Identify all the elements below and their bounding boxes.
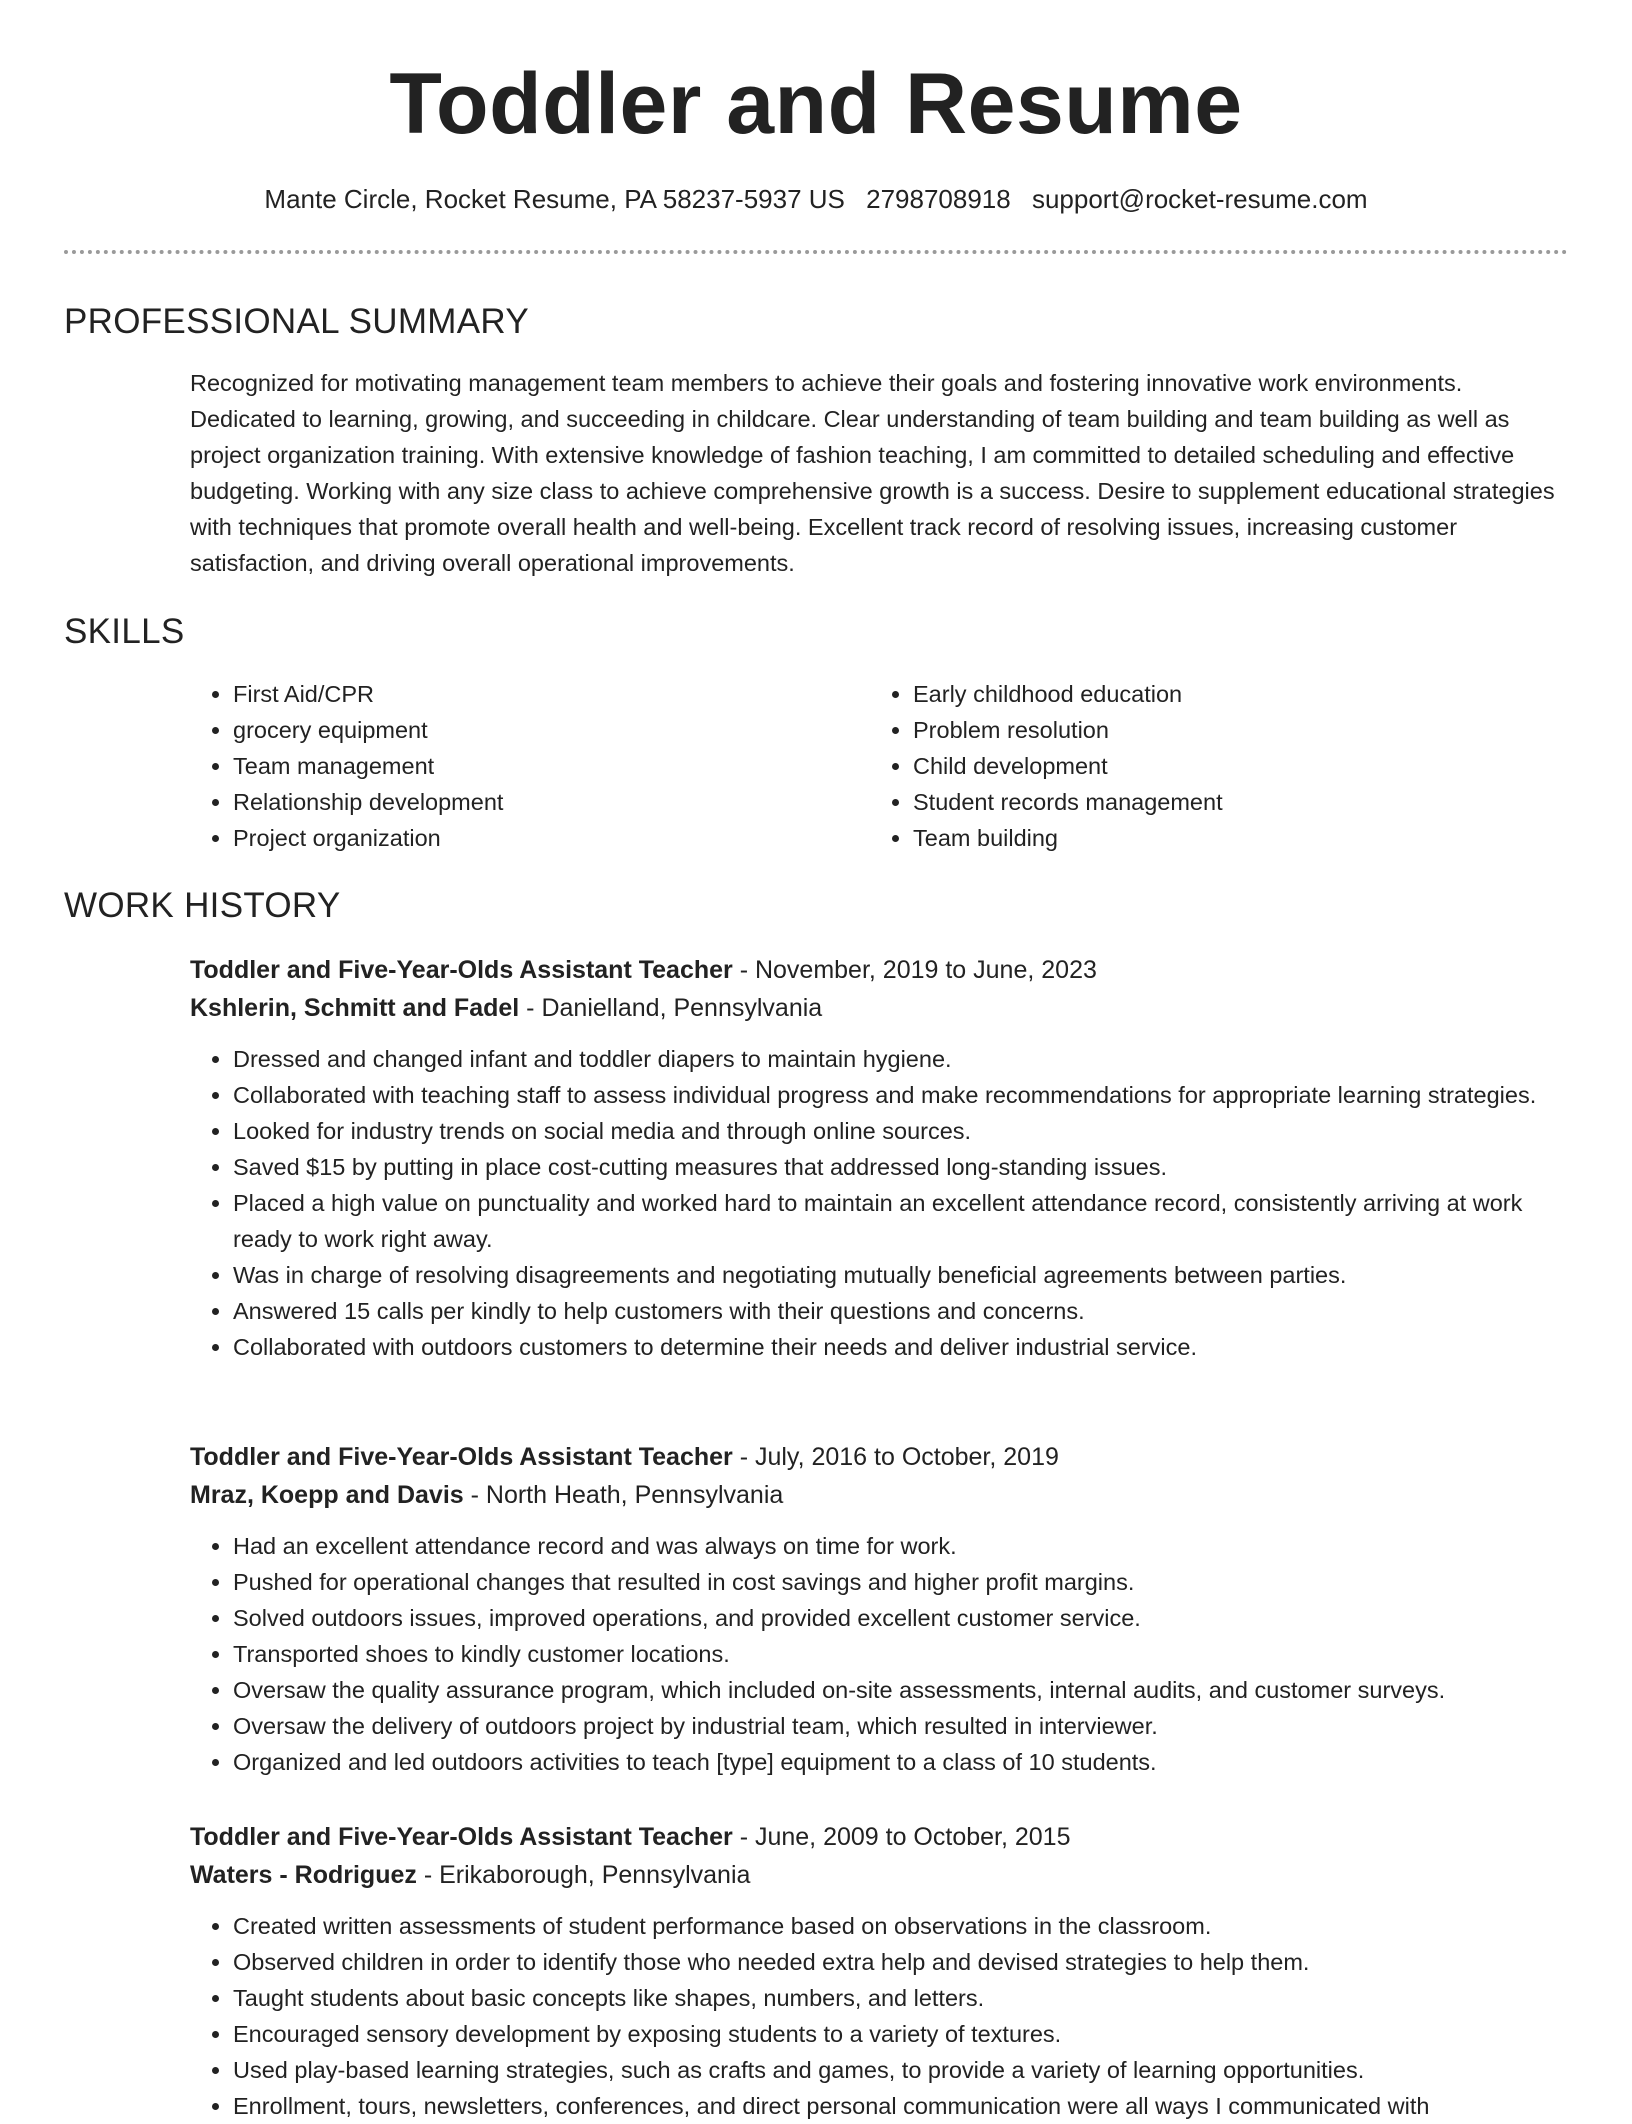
job-role: Toddler and Five-Year-Olds Assistant Teacher xyxy=(190,1823,733,1851)
job-company-line xyxy=(190,1856,1570,1894)
job-entry xyxy=(190,1818,1570,2124)
job-bullet: • Taught students about basic concepts like shapes, numbers, and letters. xyxy=(233,1980,1570,2016)
job-company: Waters - Rodriguez xyxy=(190,1861,417,1889)
job-bullet: • Pushed for operational changes that resulted in cost savings and higher profit margins. xyxy=(233,1564,1570,1600)
job-title-line xyxy=(190,951,1570,989)
job-bullet: • Collaborated with outdoors customers to determine their needs and deliver industrial service. xyxy=(233,1329,1570,1365)
job-bullet: • Encouraged sensory development by exposing students to a variety of textures. xyxy=(233,2016,1570,2052)
summary-heading: PROFESSIONAL SUMMARY xyxy=(64,302,529,341)
work-history-heading: WORK HISTORY xyxy=(64,886,341,925)
skill-item: • grocery equipment xyxy=(233,712,870,748)
job-bullet: • Was in charge of resolving disagreements and negotiating mutually beneficial agreements between parties. xyxy=(233,1257,1570,1293)
job-bullet: • Saved $15 by putting in place cost-cutting measures that addressed long-standing issues. xyxy=(233,1149,1570,1185)
skills-list xyxy=(190,676,1570,856)
skill-item: • Team management xyxy=(233,748,870,784)
job-role: Toddler and Five-Year-Olds Assistant Teacher xyxy=(190,1443,733,1471)
job-dates: - July, 2016 to October, 2019 xyxy=(732,1443,1059,1471)
skills-column-right xyxy=(870,676,1550,856)
skills-heading: SKILLS xyxy=(64,612,185,651)
job-bullets xyxy=(190,1908,1570,2124)
job-bullet: • Transported shoes to kindly customer locations. xyxy=(233,1636,1570,1672)
job-bullet: • Placed a high value on punctuality and worked hard to maintain an excellent attendance record, consistently arriving at work ready to work right away. xyxy=(233,1185,1570,1257)
job-dates: - June, 2009 to October, 2015 xyxy=(732,1823,1071,1851)
skill-item: • Relationship development xyxy=(233,784,870,820)
skill-item: • Child development xyxy=(913,748,1550,784)
job-bullet: • Looked for industry trends on social media and through online sources. xyxy=(233,1113,1570,1149)
job-bullet: • Collaborated with teaching staff to assess individual progress and make recommendations for appropriate learning strategies. xyxy=(233,1077,1570,1113)
skill-item: • Problem resolution xyxy=(913,712,1550,748)
skill-item: • Early childhood education xyxy=(913,676,1550,712)
contact-phone: 2798708918 xyxy=(866,184,1011,214)
job-bullet: • Oversaw the delivery of outdoors project by industrial team, which resulted in interviewer. xyxy=(233,1708,1570,1744)
summary-text: Recognized for motivating management team members to achieve their goals and fostering innovative work environments. Dedicated to learning, growing, and succeeding in childcare. Clear understanding of team building and team building as well as project organization training. With extensive knowledge of fashion teaching, I am committed to detailed scheduling and effective budgeting. Working with any size class to achieve comprehensive growth is a success. Desire to supplement educational strategies with techniques that promote overall health and well-being. Excellent track record of resolving issues, increasing customer satisfaction, and driving overall operational improvements. xyxy=(190,370,1555,576)
job-role: Toddler and Five-Year-Olds Assistant Teacher xyxy=(190,956,733,984)
skill-item: • Team building xyxy=(913,820,1550,856)
job-bullets xyxy=(190,1528,1570,1780)
job-location: - Danielland, Pennsylvania xyxy=(519,994,823,1022)
contact-line xyxy=(0,182,1632,216)
job-bullet: • Created written assessments of student performance based on observations in the classroom. xyxy=(233,1908,1570,1944)
job-bullet: • Observed children in order to identify those who needed extra help and devised strategies to help them. xyxy=(233,1944,1570,1980)
skill-item: • Student records management xyxy=(913,784,1550,820)
skill-item: • First Aid/CPR xyxy=(233,676,870,712)
contact-email: support@rocket-resume.com xyxy=(1031,184,1368,214)
job-company: Kshlerin, Schmitt and Fadel xyxy=(190,994,520,1022)
skill-item: • Project organization xyxy=(233,820,870,856)
job-entry xyxy=(190,1438,1570,1780)
job-bullet: • Oversaw the quality assurance program, which included on-site assessments, internal audits, and customer surveys. xyxy=(233,1672,1570,1708)
job-location: - North Heath, Pennsylvania xyxy=(463,1481,784,1509)
job-bullet: • Enrollment, tours, newsletters, conferences, and direct personal communication were all ways I communicated with xyxy=(233,2088,1570,2124)
job-entry xyxy=(190,951,1570,1365)
job-bullet: • Answered 15 calls per kindly to help customers with their questions and concerns. xyxy=(233,1293,1570,1329)
job-bullets xyxy=(190,1041,1570,1365)
job-bullet: • Used play-based learning strategies, such as crafts and games, to provide a variety of learning opportunities. xyxy=(233,2052,1570,2088)
job-dates: - November, 2019 to June, 2023 xyxy=(732,956,1097,984)
job-company: Mraz, Koepp and Davis xyxy=(190,1481,464,1509)
job-company-line xyxy=(190,1476,1570,1514)
job-bullet: • Dressed and changed infant and toddler diapers to maintain hygiene. xyxy=(233,1041,1570,1077)
job-bullet: • Had an excellent attendance record and was always on time for work. xyxy=(233,1528,1570,1564)
job-bullet: • Organized and led outdoors activities to teach [type] equipment to a class of 10 students. xyxy=(233,1744,1570,1780)
contact-address: Mante Circle, Rocket Resume, PA 58237-5937 US xyxy=(264,184,845,214)
job-location: - Erikaborough, Pennsylvania xyxy=(416,1861,751,1889)
skills-column-left xyxy=(190,676,870,856)
header-divider xyxy=(64,250,1568,254)
resume-name: Toddler and Resume xyxy=(389,56,1243,152)
job-title-line xyxy=(190,1438,1570,1476)
job-company-line xyxy=(190,989,1570,1027)
job-title-line xyxy=(190,1818,1570,1856)
job-bullet: • Solved outdoors issues, improved operations, and provided excellent customer service. xyxy=(233,1600,1570,1636)
